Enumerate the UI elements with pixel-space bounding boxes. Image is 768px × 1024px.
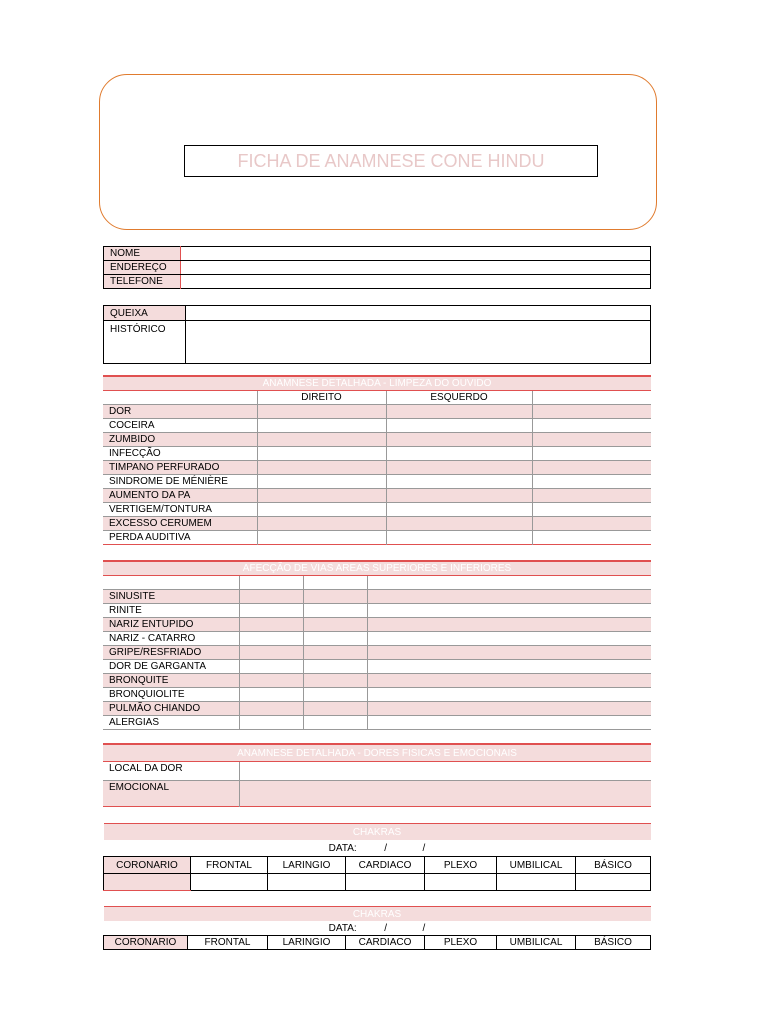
ear-cell[interactable] xyxy=(532,531,651,545)
col-direito: DIREITO xyxy=(257,391,386,405)
ear-row-label: AUMENTO DA PA xyxy=(103,489,257,503)
airway-cell[interactable] xyxy=(239,674,303,688)
airway-cell[interactable] xyxy=(367,716,651,730)
input-telefone[interactable] xyxy=(181,275,651,289)
chakra-col-coronario: CORONARIO xyxy=(104,936,188,950)
airway-cell[interactable] xyxy=(367,618,651,632)
ear-cell[interactable] xyxy=(532,405,651,419)
ear-cell[interactable] xyxy=(532,489,651,503)
chakra-cell[interactable] xyxy=(576,874,651,891)
airway-cell[interactable] xyxy=(239,590,303,604)
airway-cell[interactable] xyxy=(239,618,303,632)
chakra-cell[interactable] xyxy=(104,874,191,891)
chakra-col-basico: BÁSICO xyxy=(576,857,651,874)
airway-cell[interactable] xyxy=(367,702,651,716)
airway-row-label: BRONQUITE xyxy=(103,674,239,688)
col-esquerdo: ESQUERDO xyxy=(386,391,532,405)
airway-cell[interactable] xyxy=(303,618,367,632)
ear-row-label: ZUMBIDO xyxy=(103,433,257,447)
ear-cell[interactable] xyxy=(386,475,532,489)
date-label: DATA: xyxy=(328,842,357,854)
airway-cell[interactable] xyxy=(367,688,651,702)
ear-section-title: ANAMNESE DETALHADA - LIMPEZA DO OUVIDO xyxy=(103,376,651,391)
ear-cell[interactable] xyxy=(532,461,651,475)
pain-section-title: ANAMNESE DETALHADA - DORES FISICAS E EMOCIONAIS xyxy=(103,744,651,762)
airway-row-label: RINITE xyxy=(103,604,239,618)
ear-cell[interactable] xyxy=(386,433,532,447)
input-queixa[interactable] xyxy=(186,306,651,321)
ear-cell[interactable] xyxy=(257,461,386,475)
chakra-col-plexo: PLEXO xyxy=(425,936,497,950)
ear-cell[interactable] xyxy=(386,447,532,461)
ear-cell[interactable] xyxy=(257,503,386,517)
ear-cell[interactable] xyxy=(386,517,532,531)
chakra-col-umbilical: UMBILICAL xyxy=(497,936,576,950)
airway-cell[interactable] xyxy=(303,604,367,618)
label-endereco: ENDEREÇO xyxy=(104,261,181,275)
airway-row-label: NARIZ - CATARRO xyxy=(103,632,239,646)
ear-cell[interactable] xyxy=(532,419,651,433)
ear-cell[interactable] xyxy=(532,433,651,447)
airway-cell[interactable] xyxy=(239,646,303,660)
ear-row-label: INFECÇÃO xyxy=(103,447,257,461)
airway-cell[interactable] xyxy=(239,702,303,716)
ear-cell[interactable] xyxy=(386,503,532,517)
ear-cell[interactable] xyxy=(532,475,651,489)
chakra-col-frontal: FRONTAL xyxy=(188,936,268,950)
input-local-dor[interactable] xyxy=(239,762,651,781)
label-emocional: EMOCIONAL xyxy=(103,781,239,807)
ear-cell[interactable] xyxy=(257,447,386,461)
airway-cell[interactable] xyxy=(239,604,303,618)
chakras-table-2 xyxy=(103,906,651,950)
date-separator: / xyxy=(384,922,387,934)
airway-row-label: PULMÃO CHIANDO xyxy=(103,702,239,716)
chakra-col-cardiaco: CARDIACO xyxy=(346,936,425,950)
airway-cell[interactable] xyxy=(303,590,367,604)
airway-row-label: NARIZ ENTUPIDO xyxy=(103,618,239,632)
complaint-table xyxy=(103,305,651,364)
airway-cell[interactable] xyxy=(239,716,303,730)
airway-cell[interactable] xyxy=(239,660,303,674)
chakras-title-2: CHAKRAS xyxy=(104,907,651,922)
airway-cell[interactable] xyxy=(303,688,367,702)
ear-cell[interactable] xyxy=(532,503,651,517)
input-endereco[interactable] xyxy=(181,261,651,275)
ear-cell[interactable] xyxy=(386,461,532,475)
ear-cell[interactable] xyxy=(257,475,386,489)
date-separator: / xyxy=(422,922,426,934)
chakra-cell[interactable] xyxy=(268,874,346,891)
input-historico[interactable] xyxy=(186,321,651,364)
ear-row-label: EXCESSO CERUMEM xyxy=(103,517,257,531)
chakra-cell[interactable] xyxy=(497,874,576,891)
ear-cell[interactable] xyxy=(257,419,386,433)
chakras-table-1 xyxy=(103,823,651,891)
pain-table xyxy=(103,743,651,807)
airway-cell[interactable] xyxy=(367,590,651,604)
airway-cell[interactable] xyxy=(303,632,367,646)
input-emocional[interactable] xyxy=(239,781,651,807)
date-separator: / xyxy=(422,842,426,854)
ear-table xyxy=(103,375,651,545)
chakra-col-frontal: FRONTAL xyxy=(191,857,268,874)
label-nome: NOME xyxy=(104,247,181,261)
label-queixa: QUEIXA xyxy=(104,306,186,321)
airway-cell[interactable] xyxy=(367,632,651,646)
label-historico: HISTÓRICO xyxy=(104,321,186,364)
ear-cell[interactable] xyxy=(532,447,651,461)
chakra-cell[interactable] xyxy=(346,874,425,891)
ear-row-label: VERTIGEM/TONTURA xyxy=(103,503,257,517)
airway-row-label: ALERGIAS xyxy=(103,716,239,730)
airway-cell[interactable] xyxy=(303,674,367,688)
airway-cell[interactable] xyxy=(367,674,651,688)
chakra-col-plexo: PLEXO xyxy=(425,857,497,874)
label-telefone: TELEFONE xyxy=(104,275,181,289)
airway-section-title: AFECÇÃO DE VIAS AREAS SUPERIORES E INFERIORES xyxy=(103,561,651,576)
chakra-cell[interactable] xyxy=(425,874,497,891)
airway-cell[interactable] xyxy=(239,632,303,646)
chakra-cell[interactable] xyxy=(191,874,268,891)
ear-cell[interactable] xyxy=(386,405,532,419)
chakra-col-basico: BÁSICO xyxy=(576,936,651,950)
ear-cell[interactable] xyxy=(257,531,386,545)
ear-cell[interactable] xyxy=(386,531,532,545)
airway-cell[interactable] xyxy=(303,702,367,716)
airway-cell[interactable] xyxy=(367,604,651,618)
ear-cell[interactable] xyxy=(257,517,386,531)
airway-row-label: DOR DE GARGANTA xyxy=(103,660,239,674)
airway-row-label: SINUSITE xyxy=(103,590,239,604)
input-nome[interactable] xyxy=(181,247,651,261)
ear-cell[interactable] xyxy=(532,517,651,531)
ear-row-label: SINDROME DE MÉNIÈRE xyxy=(103,475,257,489)
chakra-col-cardiaco: CARDIACO xyxy=(346,857,425,874)
ear-cell[interactable] xyxy=(386,419,532,433)
ear-cell[interactable] xyxy=(386,489,532,503)
personal-info-table xyxy=(103,246,651,289)
chakra-col-laringio: LARINGIO xyxy=(268,857,346,874)
airway-cell[interactable] xyxy=(303,660,367,674)
ear-row-label: PERDA AUDITIVA xyxy=(103,531,257,545)
chakra-col-laringio: LARINGIO xyxy=(268,936,346,950)
label-local-dor: LOCAL DA DOR xyxy=(103,762,239,781)
airway-row-label: GRIPE/RESFRIADO xyxy=(103,646,239,660)
airway-cell[interactable] xyxy=(303,646,367,660)
airway-cell[interactable] xyxy=(367,646,651,660)
airway-cell[interactable] xyxy=(303,716,367,730)
date-label: DATA: xyxy=(328,922,357,934)
ear-row-label: TIMPANO PERFURADO xyxy=(103,461,257,475)
chakra-col-coronario: CORONARIO xyxy=(104,857,191,874)
ear-cell[interactable] xyxy=(257,405,386,419)
chakra-col-umbilical: UMBILICAL xyxy=(497,857,576,874)
ear-cell[interactable] xyxy=(257,489,386,503)
airway-table xyxy=(103,560,651,730)
ear-row-label: DOR xyxy=(103,405,257,419)
ear-cell[interactable] xyxy=(257,433,386,447)
chakras-date-row-2 xyxy=(104,921,651,936)
ear-row-label: COCEIRA xyxy=(103,419,257,433)
form-title: FICHA DE ANAMNESE CONE HINDU xyxy=(184,145,598,177)
chakras-date-row-1 xyxy=(104,840,651,857)
airway-cell[interactable] xyxy=(367,660,651,674)
chakras-title-1: CHAKRAS xyxy=(104,824,651,841)
date-separator: / xyxy=(384,842,387,854)
airway-cell[interactable] xyxy=(239,688,303,702)
airway-row-label: BRONQUIOLITE xyxy=(103,688,239,702)
